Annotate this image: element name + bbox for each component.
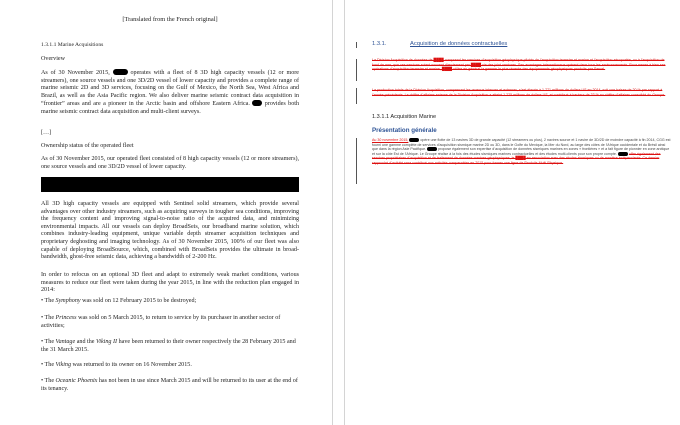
bullet-prefix: • The: [41, 339, 56, 345]
fleet-paragraph: As of 30 November 2015, our operated fleet consisted of 8 high capacity vessels (12 or more streamers), one source vessels and one 3D/2D vessel of lower capacity.: [41, 156, 299, 170]
overview-paragraph-part2: operates with a fleet of 8 3D high capacity vessels (12 or more streamers), one source vessels and one 3D/2D vessel of lower capacity and provides a complete range of marine seismic 2D and 3D services, focusing on the Gulf of Mexico, the North Sea, West Africa and Brazil, as well as the Asia Pacific region. We also deliver marine seismic contract data acquisition in “frontier” areas and are a pioneer in the Arctic basin and offshore Eastern Africa.: [41, 70, 300, 108]
vessel-name: Symphony: [55, 298, 81, 304]
vessel-name: Viking: [55, 362, 72, 368]
section-title-text: Acquisition de données contractuelles: [410, 41, 508, 47]
bullet-prefix: • The: [41, 362, 56, 368]
subsection-heading: [372, 114, 436, 120]
change-bar: [356, 59, 357, 81]
deleted-paragraph: [372, 88, 672, 97]
vessel-name: Vantage: [55, 339, 76, 345]
bullet-prefix: • The: [41, 315, 56, 321]
bullet-text: was sold on 5 March 2015, to return to service by its purchaser in another sector of activities;: [41, 315, 281, 329]
bullet-item: [41, 298, 299, 306]
fleet-reduction-paragraph: In order to refocus on an optional 3D fleet and adapt to extremely weak market conditions, various measures to reduce our fleet were taken during the year 2015, in line with the reduction plan engaged in 2014:: [41, 272, 299, 294]
bullet-item: [41, 362, 299, 370]
section-number-text: 1.3.1.: [372, 41, 387, 47]
vessel-name: Viking II: [96, 339, 118, 345]
paragraph-text: propose également son expertise d’acquisition de données sismiques marines en zones « frontières » et a fait figure de pionnier en zone arctique et sur la côte Est de l’Afrique. Le Groupe réalise à la fois des études sismiques marines contractuelles et des études multi-clients pour son propre compte.: [372, 147, 670, 156]
change-bar: [356, 88, 357, 104]
section-title: [410, 41, 507, 47]
overview-paragraph: [41, 69, 299, 117]
bullet-text: was returned to its owner on 16 November 2015.: [71, 362, 192, 368]
bullet-text: was sold on 12 February 2015 to be destroyed;: [80, 298, 197, 304]
bullet-item: [41, 315, 299, 330]
section-number: [372, 41, 387, 47]
streamers-paragraph: All 3D high capacity vessels are equipped with Sentinel solid streamers, which provide several advantages over other industry streamers, such as acquiring surveys in tougher sea conditions, improving the frequency content and improving signal-to-noise ratio of the acquired data, and minimizing environmental impacts. All our vessels can deploy BroadSeis, our broadband marine solution, which combines industry-leading equipment, unique variable depth streamer acquisition techniques and proprietary deghosting and imaging technology. As of 30 November 2015, 100% of our fleet was also capable of deploying BroadSource, which, combined with BroadSeis provides the ultimate in broad-bandwidth, ghost-free seismic data, achieving a bandwidth of 2-200 Hz.: [41, 201, 299, 261]
subsection-heading-text: 1.3.1.1 Acquisition Marine: [372, 114, 437, 120]
overview-heading: Overview: [41, 56, 66, 62]
bullet-text: have been returned to their owner respectively the 28 February 2015 and the 31 March 2015.: [41, 339, 296, 353]
paragraph-text: opère une flotte de 13 navires 3D de grande capacité (12 streamers ou plus), 2 navires source et 1 navire de 3D/2D de moindre capacité à fin 2014, CGG est fourni une gamme complète de services d’acquisition sismique marine 2D ou 3D, dans le Golfe du Mexique, la Mer du Nord, au large des côtes de l’Afrique occidentale et du Brésil ainsi que dans la région Asie Pacifique.: [372, 138, 671, 152]
deleted-text: La production totale de la Division Acquisition, comprenant les revenus internes et externes, s’est élevée à 1 771 millions de dollars US en 2014, soit une baisse de 20 % par rapport à l’année précédente. Le chiffre d’affaires externe de la Division Acquisition a atteint 1 225 millions de dollars US, et contribué à hauteur de 33 % au chiffre d’affaires consolidé du Groupe.: [372, 88, 666, 97]
section-heading: 1.3.1.1 Marine Acquisitions: [41, 42, 104, 48]
bullet-item: [41, 378, 299, 393]
bullet-prefix: • The: [41, 378, 56, 384]
bullet-item: [41, 339, 299, 354]
bullet-prefix: • The: [41, 298, 56, 304]
presentation-heading-text: Présentation générale: [372, 127, 437, 134]
redaction-mark: [252, 100, 262, 106]
vessel-name: Princess: [55, 315, 77, 321]
bullet-text: has not been in use since March 2015 and will be returned to its user at the end of its tenancy.: [41, 378, 298, 392]
redaction-mark: [113, 69, 128, 75]
inserted-text: Au 30 novembre 2015,: [372, 138, 409, 142]
presentation-heading: [372, 127, 437, 134]
change-bar: [356, 138, 357, 184]
redaction-block: [41, 177, 299, 192]
ellipsis-marker: […]: [41, 130, 52, 136]
ownership-heading: Ownership status of the operated fleet: [41, 143, 134, 149]
overview-paragraph-part3: provides both marine seismic contract data acquisition and multi-client surveys.: [41, 101, 300, 115]
bullet-text: and the: [75, 339, 97, 345]
redaction-mark: [409, 138, 419, 142]
overview-paragraph-part1: As of 30 November 2015,: [41, 70, 110, 76]
deleted-text: La Division Acquisition de données de ████ comprend les services d’acquisition géophysique pilotés de l’acquisition terrestre et marine et l’acquisition aéroportée, ou à l’acquisition de fond de mer, que ces services soient souvent directement par ████ via des joint-ventures. Ses avantages internationaux opèrent dans tous les environnements. Pour mener à bien ses opérations d’acquisition terrestre et marine, ████ utilise en général la gamme la plus récente des équipements géophysiques produits par Sercel.: [372, 58, 666, 72]
translation-header: [Translated from the French original]: [122, 16, 218, 23]
deleted-paragraph: [372, 58, 672, 72]
change-bar: [356, 42, 357, 48]
deleted-text: offre également des services propriétaires d’acquisition et de traitement de données marines géophysiques, le ████ en association avec des études sismiques ou de manière indépendante. Ce dernier rapproché d’activité sera contribué aux activités comparables en 2015 pour former une ligne de Produits Multi-Physique.: [372, 151, 661, 165]
revised-paragraph: [372, 138, 672, 166]
vessel-name: Oceanic Phoenix: [55, 378, 98, 384]
redaction-mark: [427, 147, 437, 151]
